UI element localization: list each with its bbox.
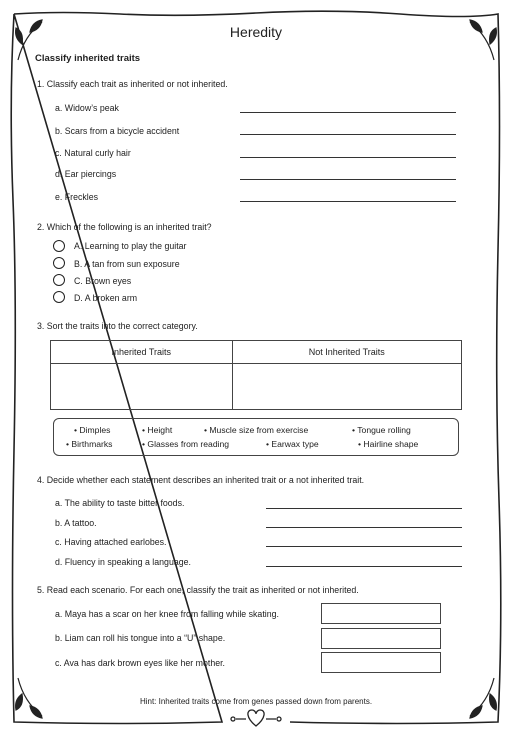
q1-answer-line-b[interactable]: [240, 134, 456, 135]
heart-icon: [231, 710, 281, 726]
q5-answer-box-c[interactable]: [321, 652, 441, 673]
question-4-prompt: 4. Decide whether each statement describes an inherited trait or a not inherited trait.: [37, 475, 365, 485]
bank-item: • Hairline shape: [358, 439, 419, 449]
q4-answer-line-b[interactable]: [266, 527, 462, 528]
bank-item: • Glasses from reading: [142, 439, 230, 449]
q4-answer-line-c[interactable]: [266, 546, 462, 547]
q1-answer-line-d[interactable]: [240, 179, 456, 180]
q4-item-a: a. The ability to taste bitter foods.: [55, 498, 185, 508]
bank-item: • Tongue rolling: [352, 425, 411, 435]
bank-item: • Birthmarks: [66, 439, 113, 449]
q5-item-c: c. Ava has dark brown eyes like her mother.: [55, 658, 225, 668]
q4-answer-line-a[interactable]: [266, 508, 462, 509]
q1-answer-line-a[interactable]: [240, 112, 456, 113]
q1-item-a: a. Widow’s peak: [55, 103, 119, 113]
q2-option-b: B. A tan from sun exposure: [74, 259, 180, 269]
q2-option-c: C. Brown eyes: [74, 276, 132, 286]
q1-item-e: e. Freckles: [55, 192, 99, 202]
q1-answer-line-c[interactable]: [240, 157, 456, 158]
q5-item-b: b. Liam can roll his tongue into a “U” shape.: [55, 633, 226, 643]
bank-item: • Muscle size from exercise: [204, 425, 309, 435]
question-3-prompt: 3. Sort the traits into the correct category.: [37, 321, 198, 331]
question-2-prompt: 2. Which of the following is an inherited trait?: [37, 222, 212, 232]
inherited-column-header: Inherited Traits: [51, 341, 233, 364]
q4-item-d: d. Fluency in speaking a language.: [55, 557, 191, 567]
q5-answer-box-a[interactable]: [321, 603, 441, 624]
bank-item: • Height: [142, 425, 173, 435]
option-b-radio[interactable]: [53, 257, 65, 269]
q2-option-d: D. A broken arm: [74, 293, 138, 303]
bank-item: • Dimples: [74, 425, 111, 435]
option-c-radio[interactable]: [53, 274, 65, 286]
not-inherited-answer-cell[interactable]: [232, 364, 461, 410]
inherited-answer-cell[interactable]: [51, 364, 233, 410]
q4-item-b: b. A tattoo.: [55, 518, 97, 528]
question-1-prompt: 1. Classify each trait as inherited or not inherited.: [37, 79, 228, 89]
q1-item-c: c. Natural curly hair: [55, 148, 131, 158]
bank-item: • Earwax type: [266, 439, 319, 449]
option-d-radio[interactable]: [53, 291, 65, 303]
q5-answer-box-b[interactable]: [321, 628, 441, 649]
question-5-prompt: 5. Read each scenario. For each one, classify the trait as inherited or not inherited.: [37, 585, 359, 595]
hint-text: Hint: Inherited traits come from genes passed down from parents.: [139, 697, 373, 706]
page-title: Heredity: [229, 24, 283, 40]
q5-item-a: a. Maya has a scar on her knee from falling while skating.: [55, 609, 279, 619]
q4-item-c: c. Having attached earlobes.: [55, 537, 167, 547]
q2-option-a: A. Learning to play the guitar: [74, 241, 187, 251]
q1-item-d: d. Ear piercings: [55, 169, 117, 179]
option-a-radio[interactable]: [53, 240, 65, 252]
section-subtitle: Classify inherited traits: [35, 53, 141, 64]
not-inherited-column-header: Not Inherited Traits: [232, 341, 461, 364]
word-bank: [53, 418, 459, 456]
q1-answer-line-e[interactable]: [240, 201, 456, 202]
q1-item-b: b. Scars from a bicycle accident: [55, 126, 180, 136]
sort-table: [50, 340, 462, 410]
q4-answer-line-d[interactable]: [266, 566, 462, 567]
